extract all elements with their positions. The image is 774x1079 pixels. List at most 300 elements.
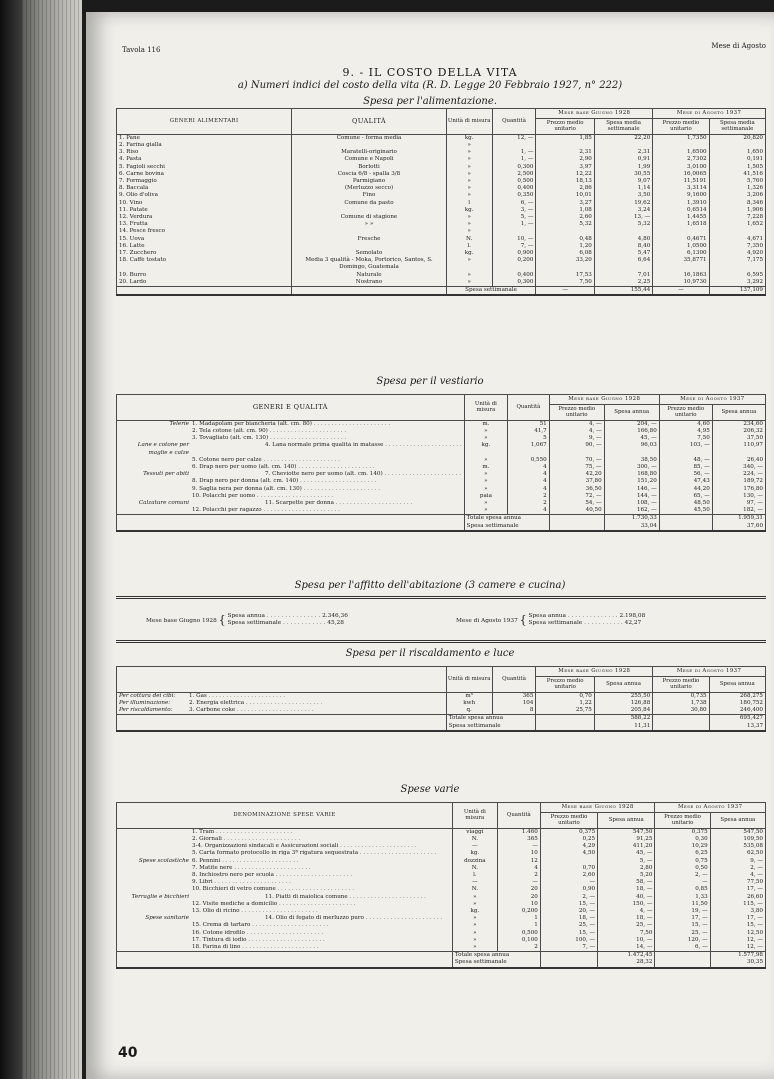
document-page [86, 12, 774, 1079]
food-quality: Maratelli-originario [292, 149, 446, 156]
heating-item: Per riscaldamento: 3. Carbone coke . . . . . . . . . . . . . . . . . . . . . . [117, 707, 447, 715]
food-name: 13. Frutta [117, 221, 292, 228]
spend-aug: 1,906 [709, 207, 765, 214]
table-row [117, 171, 766, 178]
price-base [536, 142, 594, 149]
food-caption: Spesa per l'alimentazione. [363, 96, 497, 107]
price-aug: 48,50 [659, 500, 712, 507]
price-base: 0,70 [540, 865, 597, 872]
price-base: 75, — [549, 464, 604, 471]
spend-aug: 62,50 [710, 850, 765, 857]
spend-aug: 12, — [710, 937, 765, 944]
group-label: Tessuti per abiti [143, 471, 189, 478]
unit: » [464, 478, 507, 485]
price-base: 15, — [540, 901, 597, 908]
price-base: 4,29 [540, 843, 597, 850]
food-name: 20. Lardo [117, 279, 292, 287]
spend-base: 162, — [604, 507, 659, 515]
rent-base-week: 45,28 [327, 620, 344, 627]
table-row [117, 420, 766, 428]
rent-aug-label: Mese di Agosto 1937 [456, 617, 518, 624]
unit: N. [452, 865, 497, 872]
price-base: 10,01 [536, 192, 594, 199]
price-base: 36,50 [549, 486, 604, 493]
item-label: 5. Cotone nero per calze [192, 456, 262, 463]
unit: » [446, 272, 492, 279]
quantity: 1, — [492, 149, 536, 156]
spend-aug: 110,97 [712, 442, 765, 456]
item-label: 3. Tovagliato (alt. cm. 130) [192, 435, 269, 442]
col-quality: QUALITÀ [292, 109, 446, 135]
clothing-caption: Spesa per il vestiario [376, 376, 484, 387]
unit: m. [464, 420, 507, 428]
price-base [536, 228, 594, 235]
misc-total-labels: Totale spesa annua Spesa settimanale [452, 952, 540, 968]
food-total-label: Spesa settimanale [446, 287, 536, 296]
book-spine [0, 0, 22, 1079]
spend-aug: 4,920 [709, 250, 765, 257]
price-aug: 1,7350 [653, 134, 709, 142]
clothing-table [116, 394, 766, 532]
spend-base: 45, — [604, 435, 659, 442]
price-aug: 19, — [655, 908, 710, 915]
heating-item: Per cottura dei cibi: 1. Gas . . . . . . . . . . . . . . . . . . . . . . [117, 692, 447, 700]
quantity: 4 [508, 507, 550, 515]
unit: » [446, 171, 492, 178]
price-base: 7,50 [536, 279, 594, 287]
clothing-totals-aug: 1.959,31 37,60 [712, 515, 765, 531]
quantity: 104 [492, 700, 536, 707]
misc-item: 16. Cotone idrofilo . . . . . . . . . . . . . . . . . . . . . . [117, 930, 453, 937]
unit: — [452, 843, 497, 850]
col-august: Mese di Agosto 1937 [659, 395, 765, 405]
col-base-month: Mese base Giugno 1928 [536, 109, 653, 119]
price-base: 0,70 [536, 692, 594, 700]
spend-base: 255,50 [594, 692, 652, 700]
spend-aug: 6,595 [709, 272, 765, 279]
food-name: 7. Formaggio [117, 178, 292, 185]
spend-aug: 182, — [712, 507, 765, 515]
quantity: 7, — [492, 243, 536, 250]
heating-total-labels: Totale spesa annua Spesa settimanale [446, 715, 536, 731]
quantity: 10, — [492, 236, 536, 243]
item-label: 11. Piatti di maiolica comune [265, 893, 348, 900]
unit: » [464, 435, 507, 442]
spend-base: 19,62 [594, 200, 652, 207]
price-base: 37,80 [549, 478, 604, 485]
col-price-base: Prezzo medio unitario [536, 676, 594, 692]
price-aug: 4,60 [659, 420, 712, 428]
col-qty: Quantità [492, 667, 536, 693]
table-row [117, 207, 766, 214]
price-base: 2,90 [536, 156, 594, 163]
spend-base [594, 228, 652, 235]
misc-item: Spese scolastiche 6. Pennini . . . . . . . . . . . . . . . . . . . . . . [117, 858, 453, 865]
spend-base: 22,20 [594, 134, 652, 142]
spend-base: 4,80 [594, 236, 652, 243]
price-base: — [540, 879, 597, 886]
table-row [117, 257, 766, 271]
item-label: 18. Farina di lino [192, 944, 241, 951]
spend-aug: 20,820 [709, 134, 765, 142]
unit: » [452, 944, 497, 952]
table-row [117, 500, 766, 507]
spend-base: 7,50 [598, 930, 655, 937]
price-aug: 10,9730 [653, 279, 709, 287]
unit: m³ [446, 692, 492, 700]
price-base: 25, — [540, 922, 597, 929]
spend-base: 58, — [598, 879, 655, 886]
spend-base: 300, — [604, 464, 659, 471]
food-quality: » » [292, 221, 446, 228]
misc-totals-aug: 1.577,98 30,35 [710, 952, 765, 968]
unit: » [446, 178, 492, 185]
unit: q. [446, 707, 492, 715]
misc-item: 12. Visite mediche a domicilio . . . . . . . . . . . . . . . . . . . . . . [117, 901, 453, 908]
item-label: 15. Crema di tartaro [192, 922, 251, 929]
col-base-month: Mese base Giugno 1928 [536, 667, 653, 677]
table-reference: Tavola 116 [122, 46, 161, 54]
table-row [117, 901, 766, 908]
item-label: 1. Tram [192, 828, 215, 835]
table-row [117, 879, 766, 886]
clothing-item: 8. Drap nero per donna (alt. cm. 140) . . . . . . . . . . . . . . . . . . . . . . [117, 478, 465, 485]
item-label: 8. Inchiostro nero per scuola [192, 872, 274, 878]
table-row [117, 156, 766, 163]
quantity: 365 [492, 692, 536, 700]
misc-item: Spese sanitarie 14. Olio di fegato di merluzzo puro . . . . . . . . . . . . . . . . . . . . . . [117, 915, 453, 922]
item-label: 8. Drap nero per donna (alt. cm. 140) [192, 478, 299, 485]
price-base: 4, — [549, 420, 604, 428]
item-label: 9. Saglia nera per donna (alt. cm. 130) [192, 485, 302, 492]
unit: » [446, 142, 492, 149]
spend-base: 1,99 [594, 164, 652, 171]
food-name: 16. Latte [117, 243, 292, 250]
price-aug: 56, — [659, 471, 712, 478]
price-aug: 45,50 [659, 507, 712, 515]
table-row [117, 243, 766, 250]
price-base: 72, — [549, 493, 604, 500]
table-row [117, 843, 766, 850]
col-price-aug: Prezzo medio unitario [653, 118, 709, 134]
col-qty: Quantità [492, 109, 536, 135]
quantity: 0,300 [492, 279, 536, 287]
food-name: 14. Pesce fresco [117, 228, 292, 235]
unit: » [446, 221, 492, 228]
unit: kg. [446, 134, 492, 142]
spend-aug: 246,400 [709, 707, 765, 715]
price-aug [653, 228, 709, 235]
price-base: 18, — [540, 915, 597, 922]
use-label: Per riscaldamento: [119, 707, 173, 714]
price-base: 6,08 [536, 250, 594, 257]
price-base: 15, — [540, 930, 597, 937]
food-quality: Semolato [292, 250, 446, 257]
quantity: 1, — [492, 221, 536, 228]
quantity: 6, — [492, 200, 536, 207]
table-row [117, 922, 766, 929]
price-base: 1,85 [536, 134, 594, 142]
item-label: 3. Carbone coke [189, 707, 236, 714]
quantity: 0,350 [492, 192, 536, 199]
item-label: 16. Cotone idrofilo [192, 929, 245, 936]
price-aug: 0,75 [655, 858, 710, 865]
table-row [117, 178, 766, 185]
table-row [117, 894, 766, 901]
table-row [117, 428, 766, 435]
spend-aug: 12, — [710, 944, 765, 952]
table-row [117, 236, 766, 243]
food-total-base: 155,44 [594, 287, 652, 296]
spend-aug: 2, — [710, 865, 765, 872]
misc-item: 8. Inchiostro nero per scuola . . . . . . . . . . . . . . . . . . . . . . [117, 872, 453, 879]
quantity: 4 [508, 478, 550, 485]
price-aug: — [655, 879, 710, 886]
quantity: 4 [508, 471, 550, 478]
price-aug: 47,43 [659, 478, 712, 485]
col-goods: GENERI ALIMENTARI [117, 109, 292, 135]
price-base: 90, — [549, 442, 604, 456]
misc-item: 10. Bicchieri di vetro comune . . . . . . . . . . . . . . . . . . . . . . [117, 886, 453, 893]
spend-aug: 206,32 [712, 428, 765, 435]
group-label: Spese sanitarie [145, 915, 189, 922]
quantity: 5, — [492, 214, 536, 221]
quantity: 10 [497, 901, 540, 908]
price-base: 4, — [549, 428, 604, 435]
table-row [117, 908, 766, 915]
price-aug: 30,80 [653, 707, 709, 715]
food-quality: Coscia 6/8 - spalla 3/8 [292, 171, 446, 178]
price-aug: 85, — [659, 464, 712, 471]
quantity: 365 [497, 836, 540, 843]
spend-base: 30,55 [594, 171, 652, 178]
table-row [117, 134, 766, 142]
spend-base: 18, — [598, 915, 655, 922]
price-aug: 4,95 [659, 428, 712, 435]
price-base: 4,50 [540, 850, 597, 857]
spend-base: 45, — [598, 850, 655, 857]
rent-bottom-rule [116, 640, 766, 643]
price-aug: 0,4671 [653, 236, 709, 243]
table-row [117, 858, 766, 865]
food-name: 10. Vino [117, 200, 292, 207]
price-base: 7, — [540, 944, 597, 952]
food-quality: Comune e Napoli [292, 156, 446, 163]
spend-base: 5,32 [594, 221, 652, 228]
price-base: 2,60 [540, 872, 597, 879]
item-label: 2. Giornali [192, 835, 222, 842]
spend-aug: 15, — [710, 922, 765, 929]
spend-base: 38,50 [604, 457, 659, 464]
quantity: 0,500 [497, 930, 540, 937]
unit: » [446, 257, 492, 271]
unit: » [452, 901, 497, 908]
price-aug: 0,6514 [653, 207, 709, 214]
section-title: 9. - IL COSTO DELLA VITA [342, 66, 518, 79]
table-row [117, 937, 766, 944]
spend-base: 411,20 [598, 843, 655, 850]
spend-base: 150, — [598, 901, 655, 908]
item-label: 13. Olio di ricino [192, 908, 240, 915]
heating-totals-aug: 695,427 13,37 [709, 715, 765, 731]
item-label: 9. Libri [192, 879, 213, 886]
food-total-aug: 137,109 [709, 287, 765, 296]
table-row [117, 493, 766, 500]
table-row [117, 700, 766, 707]
food-quality: Fino [292, 192, 446, 199]
price-aug: 120, — [655, 937, 710, 944]
spend-base: 10, — [598, 937, 655, 944]
quantity: 0,900 [492, 250, 536, 257]
price-base: 1,22 [536, 700, 594, 707]
price-base: 18,13 [536, 178, 594, 185]
item-label: 4. Lana normale prima qualità in matasse [265, 442, 384, 449]
group-label: Spese scolastiche [138, 857, 189, 864]
food-quality: Comune di stagione [292, 214, 446, 221]
quantity: 0,300 [492, 164, 536, 171]
spend-aug: 3,292 [709, 279, 765, 287]
price-aug [653, 142, 709, 149]
price-aug: 9,1600 [653, 192, 709, 199]
price-aug: 10,29 [655, 843, 710, 850]
price-aug: 3,0100 [653, 164, 709, 171]
food-name: 12. Verdura [117, 214, 292, 221]
food-quality [292, 142, 446, 149]
item-label: 6. Drap nero per uomo (alt. cm. 140) [192, 464, 297, 470]
spend-base: 5,47 [594, 250, 652, 257]
quantity: 0,100 [497, 937, 540, 944]
price-base: 100, — [540, 937, 597, 944]
price-aug: 7,50 [659, 435, 712, 442]
price-aug: 65, — [659, 493, 712, 500]
table-row [117, 228, 766, 235]
item-label: 1. Gas [189, 692, 207, 699]
spend-aug: 37,50 [712, 435, 765, 442]
quantity: 2 [497, 944, 540, 952]
spend-aug: 234,60 [712, 420, 765, 428]
spend-base: 146, — [604, 486, 659, 493]
food-name: 5. Fagioli secchi [117, 164, 292, 171]
col-unit: Unità di misura [446, 109, 492, 135]
price-base [540, 858, 597, 865]
price-aug: 103, — [659, 442, 712, 456]
rent-top-rule [116, 596, 766, 599]
food-name: 2. Farina gialla [117, 142, 292, 149]
price-aug: 11,50 [655, 901, 710, 908]
spend-aug: 1,326 [709, 185, 765, 192]
quantity: 0,550 [508, 457, 550, 464]
misc-item: 9. Libri . . . . . . . . . . . . . . . . . . . . . . [117, 879, 453, 886]
price-aug: 0,50 [655, 865, 710, 872]
unit: l. [452, 872, 497, 879]
unit: N. [452, 836, 497, 843]
food-quality: (Merluzzo secco) [292, 185, 446, 192]
spend-aug [709, 142, 765, 149]
unit: » [446, 156, 492, 163]
spend-aug: 7,228 [709, 214, 765, 221]
spend-aug: 17, — [710, 915, 765, 922]
spend-aug: 77,50 [710, 879, 765, 886]
price-base: 1,20 [536, 243, 594, 250]
price-base: 0,48 [536, 236, 594, 243]
misc-item: 5. Carta formato protocollo in riga 3ª rigatura sequestrata . . . . . . . . . . . . . . . . . . . . . . [117, 850, 453, 857]
spend-base: 547,50 [598, 828, 655, 836]
price-base: 33,20 [536, 257, 594, 271]
table-row [117, 944, 766, 952]
quantity [492, 142, 536, 149]
price-aug: 1,0500 [653, 243, 709, 250]
spend-base: 144, — [604, 493, 659, 500]
item-label: 7. Matite nere [192, 864, 233, 871]
quantity: 2 [497, 872, 540, 879]
spend-base: 25, — [598, 922, 655, 929]
item-label: 6. Pennini [192, 857, 221, 864]
spend-aug: 97, — [712, 500, 765, 507]
misc-item: 13. Olio di ricino . . . . . . . . . . . . . . . . . . . . . . [117, 908, 453, 915]
spend-base: 108, — [604, 500, 659, 507]
table-row [117, 865, 766, 872]
unit: » [464, 471, 507, 478]
item-label: 2. Energia elettrica [189, 699, 245, 706]
price-aug: 16,0065 [653, 171, 709, 178]
table-row [117, 192, 766, 199]
spend-base: 126,88 [594, 700, 652, 707]
spend-base: 14, — [598, 944, 655, 952]
price-aug: 6, — [655, 944, 710, 952]
spend-aug: 180,752 [709, 700, 765, 707]
misc-totals-base: 1.472,45 28,32 [598, 952, 655, 968]
misc-item: 2. Giornali . . . . . . . . . . . . . . . . . . . . . . [117, 836, 453, 843]
unit: N. [452, 886, 497, 893]
food-table [116, 108, 766, 296]
price-base: 2,86 [536, 185, 594, 192]
spend-aug: 547,50 [710, 828, 765, 836]
quantity: 41,7 [508, 428, 550, 435]
spend-base: 3,24 [594, 207, 652, 214]
spend-base: 3,50 [594, 192, 652, 199]
spend-aug: 26,40 [712, 457, 765, 464]
quantity: 1,067 [508, 442, 550, 456]
price-aug: 1,4455 [653, 214, 709, 221]
unit: » [452, 915, 497, 922]
quantity: 0,400 [492, 272, 536, 279]
unit: » [452, 922, 497, 929]
col-august: Mese di Agosto 1937 [655, 803, 766, 813]
item-label: 10. Polacchi per uomo [192, 492, 256, 499]
unit: » [464, 507, 507, 515]
quantity: — [497, 879, 540, 886]
unit: kg. [452, 908, 497, 915]
price-aug: 44,20 [659, 486, 712, 493]
col-unit: Unità di misura [464, 395, 507, 421]
spend-base [594, 142, 652, 149]
spend-base: 13, — [594, 214, 652, 221]
price-base: 54, — [549, 500, 604, 507]
price-base: 0,90 [540, 886, 597, 893]
misc-item: 15. Crema di tartaro . . . . . . . . . . . . . . . . . . . . . . [117, 922, 453, 929]
col-price-aug: Prezzo medio unitario [655, 812, 710, 828]
price-base: 17,53 [536, 272, 594, 279]
group-label: Terraglie e bicchieri [131, 893, 189, 900]
table-row [117, 164, 766, 171]
quantity: 0,200 [492, 257, 536, 271]
clothing-item: Calzature comuni 11. Scarpette per donna . . . . . . . . . . . . . . . . . . . . . . [117, 500, 465, 507]
unit: l. [446, 243, 492, 250]
price-base: 0,375 [540, 828, 597, 836]
table-row [117, 507, 766, 515]
misc-item: 3-4. Organizzazioni sindacali e Assicurazioni sociali . . . . . . . . . . . . . . . . . . . . . . [117, 843, 453, 850]
quantity: 4 [508, 486, 550, 493]
